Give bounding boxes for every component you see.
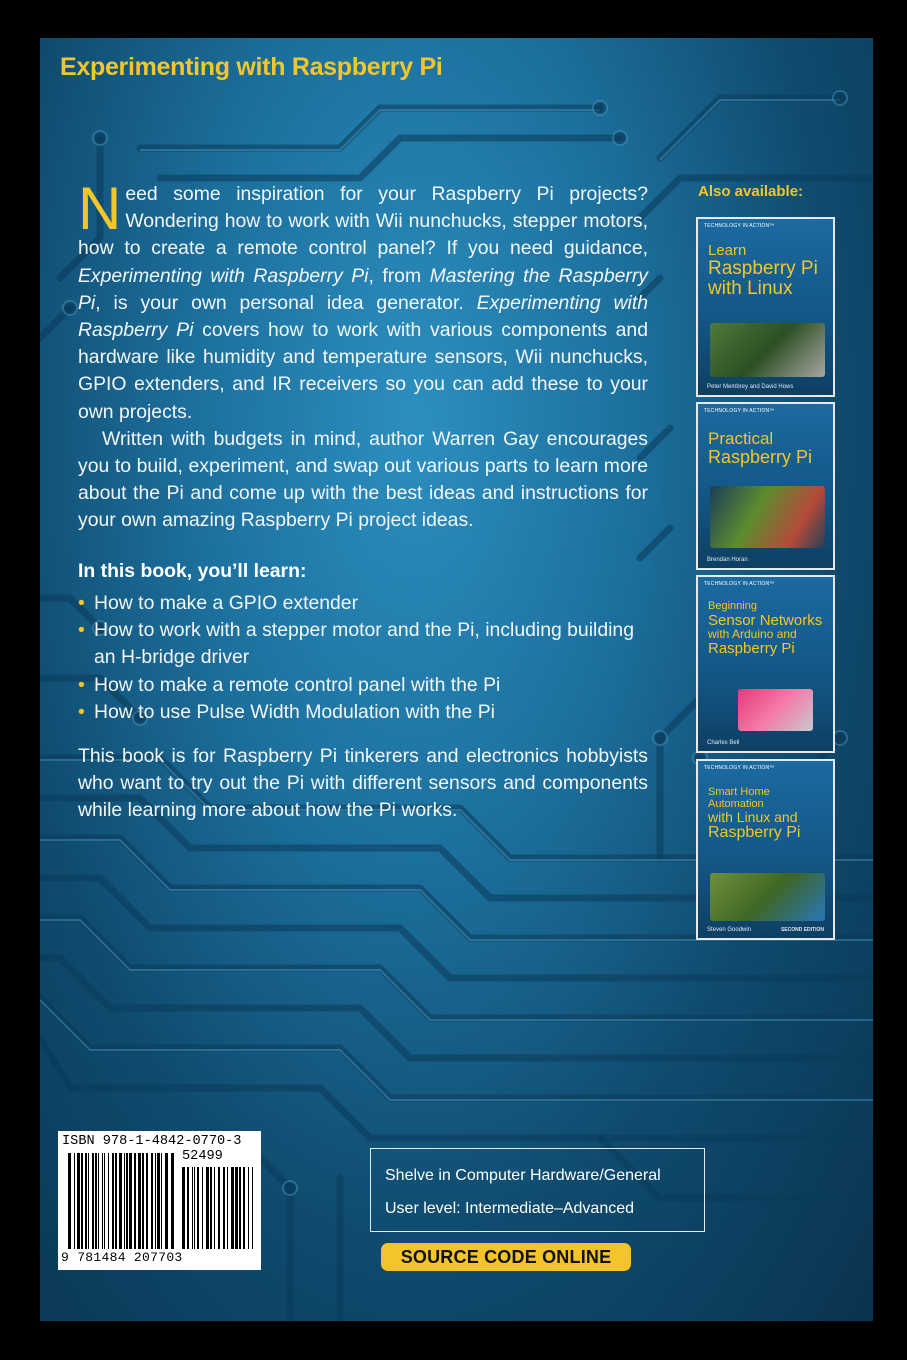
paragraph-run: , is your own personal idea generator. xyxy=(95,291,477,314)
book-title-italic: Experimenting with Raspberry Pi xyxy=(78,264,369,287)
paragraph-run: eed some inspiration for your Raspberry Pi projects? Wondering how to work with Wii nunchucks, stepper motors, how to create a remote control panel? If you need guidance, xyxy=(78,183,648,260)
barcode xyxy=(58,1131,261,1270)
book-series-tag: TECHNOLOGY IN ACTION™ xyxy=(704,765,775,771)
learn-heading: In this book, you’ll learn: xyxy=(78,560,307,582)
pi-board-photo xyxy=(710,873,825,921)
book-author: Brendan Horan xyxy=(707,557,748,563)
book-author: Steven Goodwin xyxy=(707,927,752,933)
source-code-online-badge[interactable]: SOURCE CODE ONLINE xyxy=(381,1243,631,1271)
book-title: Learn Raspberry Pi with Linux xyxy=(708,242,818,299)
book-series-tag: TECHNOLOGY IN ACTION™ xyxy=(704,223,775,229)
audience-text: This book is for Raspberry Pi tinkerers and electronics hobbyists who want to try out the Pi with different sensors and components while learning more about how the Pi works. xyxy=(78,745,648,822)
back-cover xyxy=(40,38,873,1321)
bullet-icon: • xyxy=(78,619,85,642)
learn-item: • How to use Pulse Width Modulation with the Pi xyxy=(78,699,638,726)
bullet-icon: • xyxy=(78,592,85,614)
description-paragraph-1-text xyxy=(78,175,649,423)
description-paragraph-2: Written with budgets in mind, author Warren Gay encourages you to build, experiment, and swap out various parts to learn more about the Pi and come up with the best ideas and instructions for your own amazing Raspberry Pi project ideas. xyxy=(78,427,648,532)
book-title: Beginning Sensor Networks with Arduino and Raspberry Pi xyxy=(708,600,823,657)
bullet-icon: • xyxy=(78,700,85,723)
shelf-category: Shelve in Computer Hardware/General xyxy=(385,1167,661,1184)
book-title-italic: Mastering the Raspberry Pi xyxy=(78,264,649,314)
paragraph-run: , from xyxy=(368,264,430,287)
circuit-board-photo xyxy=(710,323,825,377)
bullet-icon: • xyxy=(78,673,85,696)
learn-item: • How to make a GPIO extender xyxy=(78,590,638,617)
related-book-cover[interactable] xyxy=(696,759,835,940)
book-edition: SECOND EDITION xyxy=(780,927,824,933)
related-book-cover[interactable] xyxy=(696,575,835,753)
related-book-cover[interactable] xyxy=(696,217,835,397)
book-author: Charles Bell xyxy=(707,740,740,746)
shelving-box xyxy=(370,1148,705,1232)
book-series-tag: TECHNOLOGY IN ACTION™ xyxy=(704,581,775,587)
description-paragraph-1 xyxy=(78,175,649,426)
paragraph-run: covers how to work with various components and hardware like humidity and temperature sensors, Wii nunchucks, GPIO extenders, and IR receivers so you can add these to your own projects. xyxy=(78,319,649,423)
learn-item: • How to make a remote control panel with the Pi xyxy=(78,672,638,699)
book-series-tag: TECHNOLOGY IN ACTION™ xyxy=(704,408,775,414)
description xyxy=(78,175,649,535)
learn-list xyxy=(78,590,638,726)
book-author: Peter Membrey and David Hows xyxy=(707,384,794,390)
pi-case-photo xyxy=(738,689,813,731)
drop-cap: N xyxy=(78,175,122,242)
book-title-italic: Experimenting with Raspberry Pi xyxy=(78,291,648,342)
lcd-board-photo xyxy=(710,486,825,548)
user-level: User level: Intermediate–Advanced xyxy=(385,1200,635,1217)
learn-item: • How to work with a stepper motor and the Pi, including building an H-bridge driver xyxy=(78,619,634,669)
also-available-label: Also available: xyxy=(698,183,804,200)
ean-digits: 9 781484 207703 xyxy=(61,1250,183,1265)
related-book-cover[interactable] xyxy=(696,402,835,570)
isbn-text: ISBN 978-1-4842-0770-3 xyxy=(62,1134,242,1149)
book-title: Practical Raspberry Pi xyxy=(708,429,813,467)
price-code: 52499 xyxy=(182,1149,223,1164)
book-title: Smart Home Automation with Linux and Raspberry Pi xyxy=(708,786,801,841)
series-title: Experimenting with Raspberry Pi xyxy=(60,53,443,81)
